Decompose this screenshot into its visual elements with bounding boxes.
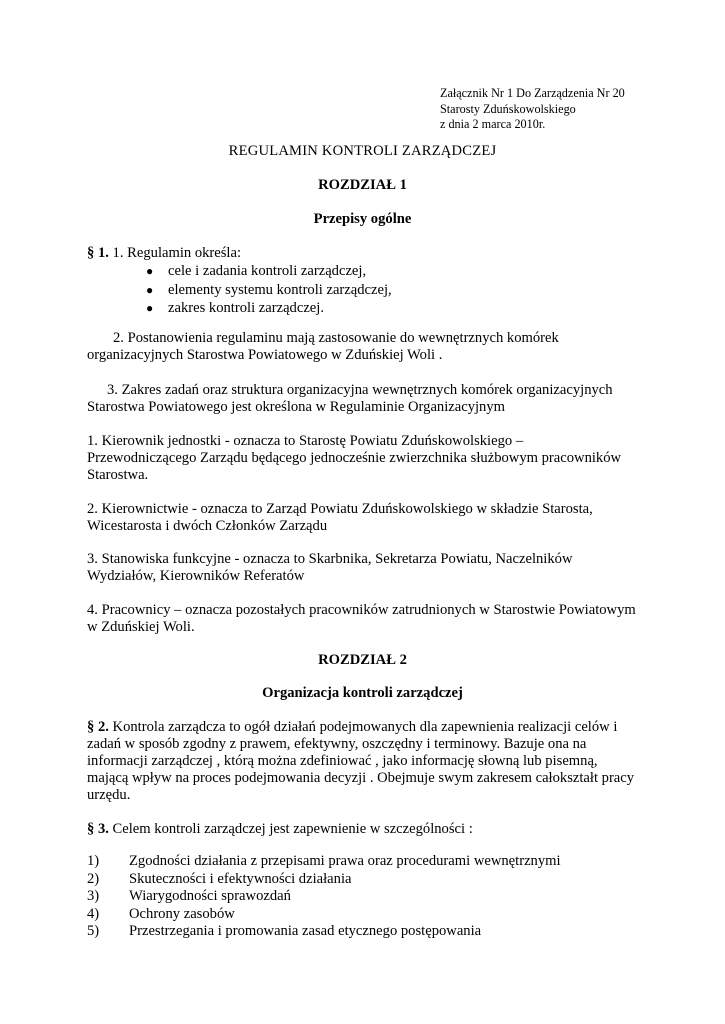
- attachment-line-3: z dnia 2 marca 2010r.: [440, 117, 546, 131]
- chapter-2-subheading: Organizacja kontroli zarządczej: [262, 685, 463, 701]
- list-item: 4) Ochrony zasobów: [87, 905, 235, 922]
- paragraph-3-symbol: § 3.: [87, 821, 109, 837]
- list-item: 2) Skuteczności i efektywności działania: [87, 870, 352, 887]
- scope-bullet-list: [144, 263, 392, 319]
- paragraph-1-point-3: 3. Zakres zadań oraz struktura organizacyjna wewnętrznych komórek organizacyjnych Starostwa Powiatowego jest określona w Regulaminie Organizacyjnym: [87, 382, 613, 415]
- attachment-line-1: Załącznik Nr 1 Do Zarządzenia Nr 20: [440, 86, 625, 100]
- paragraph-1-point-2: 2. Postanowienia regulaminu mają zastosowanie do wewnętrznych komórek organizacyjnych Starostwa Powiatowego w Zduńskiej Woli .: [87, 330, 559, 363]
- chapter-1-heading: ROZDZIAŁ 1: [318, 177, 407, 193]
- attachment-note: [440, 86, 625, 133]
- bullet-icon: ●: [146, 301, 154, 315]
- definition-4: 4. Pracownicy – oznacza pozostałych pracowników zatrudnionych w Starostwie Powiatowym w Zduńskiej Woli.: [87, 602, 636, 635]
- list-item: ● zakres kontroli zarządczej.: [146, 300, 324, 316]
- objectives-numbered-list: [87, 853, 561, 941]
- bullet-icon: ●: [146, 264, 154, 278]
- paragraph-1-intro: [87, 245, 647, 262]
- chapter-2-heading: ROZDZIAŁ 2: [318, 652, 407, 668]
- definition-2: 2. Kierownictwie - oznacza to Zarząd Powiatu Zduńskowolskiego w składzie Starosta, Wicestarosta i dwóch Członków Zarządu: [87, 501, 593, 534]
- paragraph-1-intro-text: 1. Regulamin określa:: [108, 245, 242, 261]
- paragraph-1-symbol: § 1.: [87, 245, 109, 261]
- list-item: 3) Wiarygodności sprawozdań: [87, 888, 291, 904]
- paragraph-2-symbol: § 2.: [87, 719, 109, 735]
- definition-1: 1. Kierownik jednostki - oznacza to Starostę Powiatu Zduńskowolskiego – Przewodniczącego Zarządu będącego jednocześnie zwierzchnika służbowym pracowników Starostwa.: [87, 433, 622, 483]
- definition-3: 3. Stanowiska funkcyjne - oznacza to Skarbnika, Sekretarza Powiatu, Naczelników Wydziałów, Kierowników Referatów: [87, 551, 573, 584]
- list-item: 1) Zgodności działania z przepisami prawa oraz procedurami wewnętrznymi: [87, 853, 561, 869]
- list-item: ● cele i zadania kontroli zarządczej,: [146, 263, 367, 279]
- attachment-line-2: Starosty Zduńskowolskiego: [440, 101, 576, 116]
- list-item: 5) Przestrzegania i promowania zasad etycznego postępowania: [87, 923, 482, 939]
- paragraph-2: § 2. Kontrola zarządcza to ogół działań podejmowanych dla zapewnienia realizacji celów i zadań w sposób zgodny z prawem, efektywny, oszczędny i terminowy. Bazuje ona na informacji zarządczej , którą można zdefiniować , jako informację słowną lub pisemną, mającą wpływ na proces podejmowania decyzji . Obejmuje swym zakresem całokształt pracy urzędu.: [87, 719, 635, 803]
- document-title: REGULAMIN KONTROLI ZARZĄDCZEJ: [228, 143, 497, 159]
- list-item: ● elementy systemu kontroli zarządczej,: [146, 281, 392, 298]
- bullet-icon: ●: [146, 282, 154, 297]
- paragraph-3-intro: § 3. Celem kontroli zarządczej jest zapewnienie w szczególności :: [87, 821, 473, 837]
- chapter-1-subheading: Przepisy ogólne: [313, 211, 412, 227]
